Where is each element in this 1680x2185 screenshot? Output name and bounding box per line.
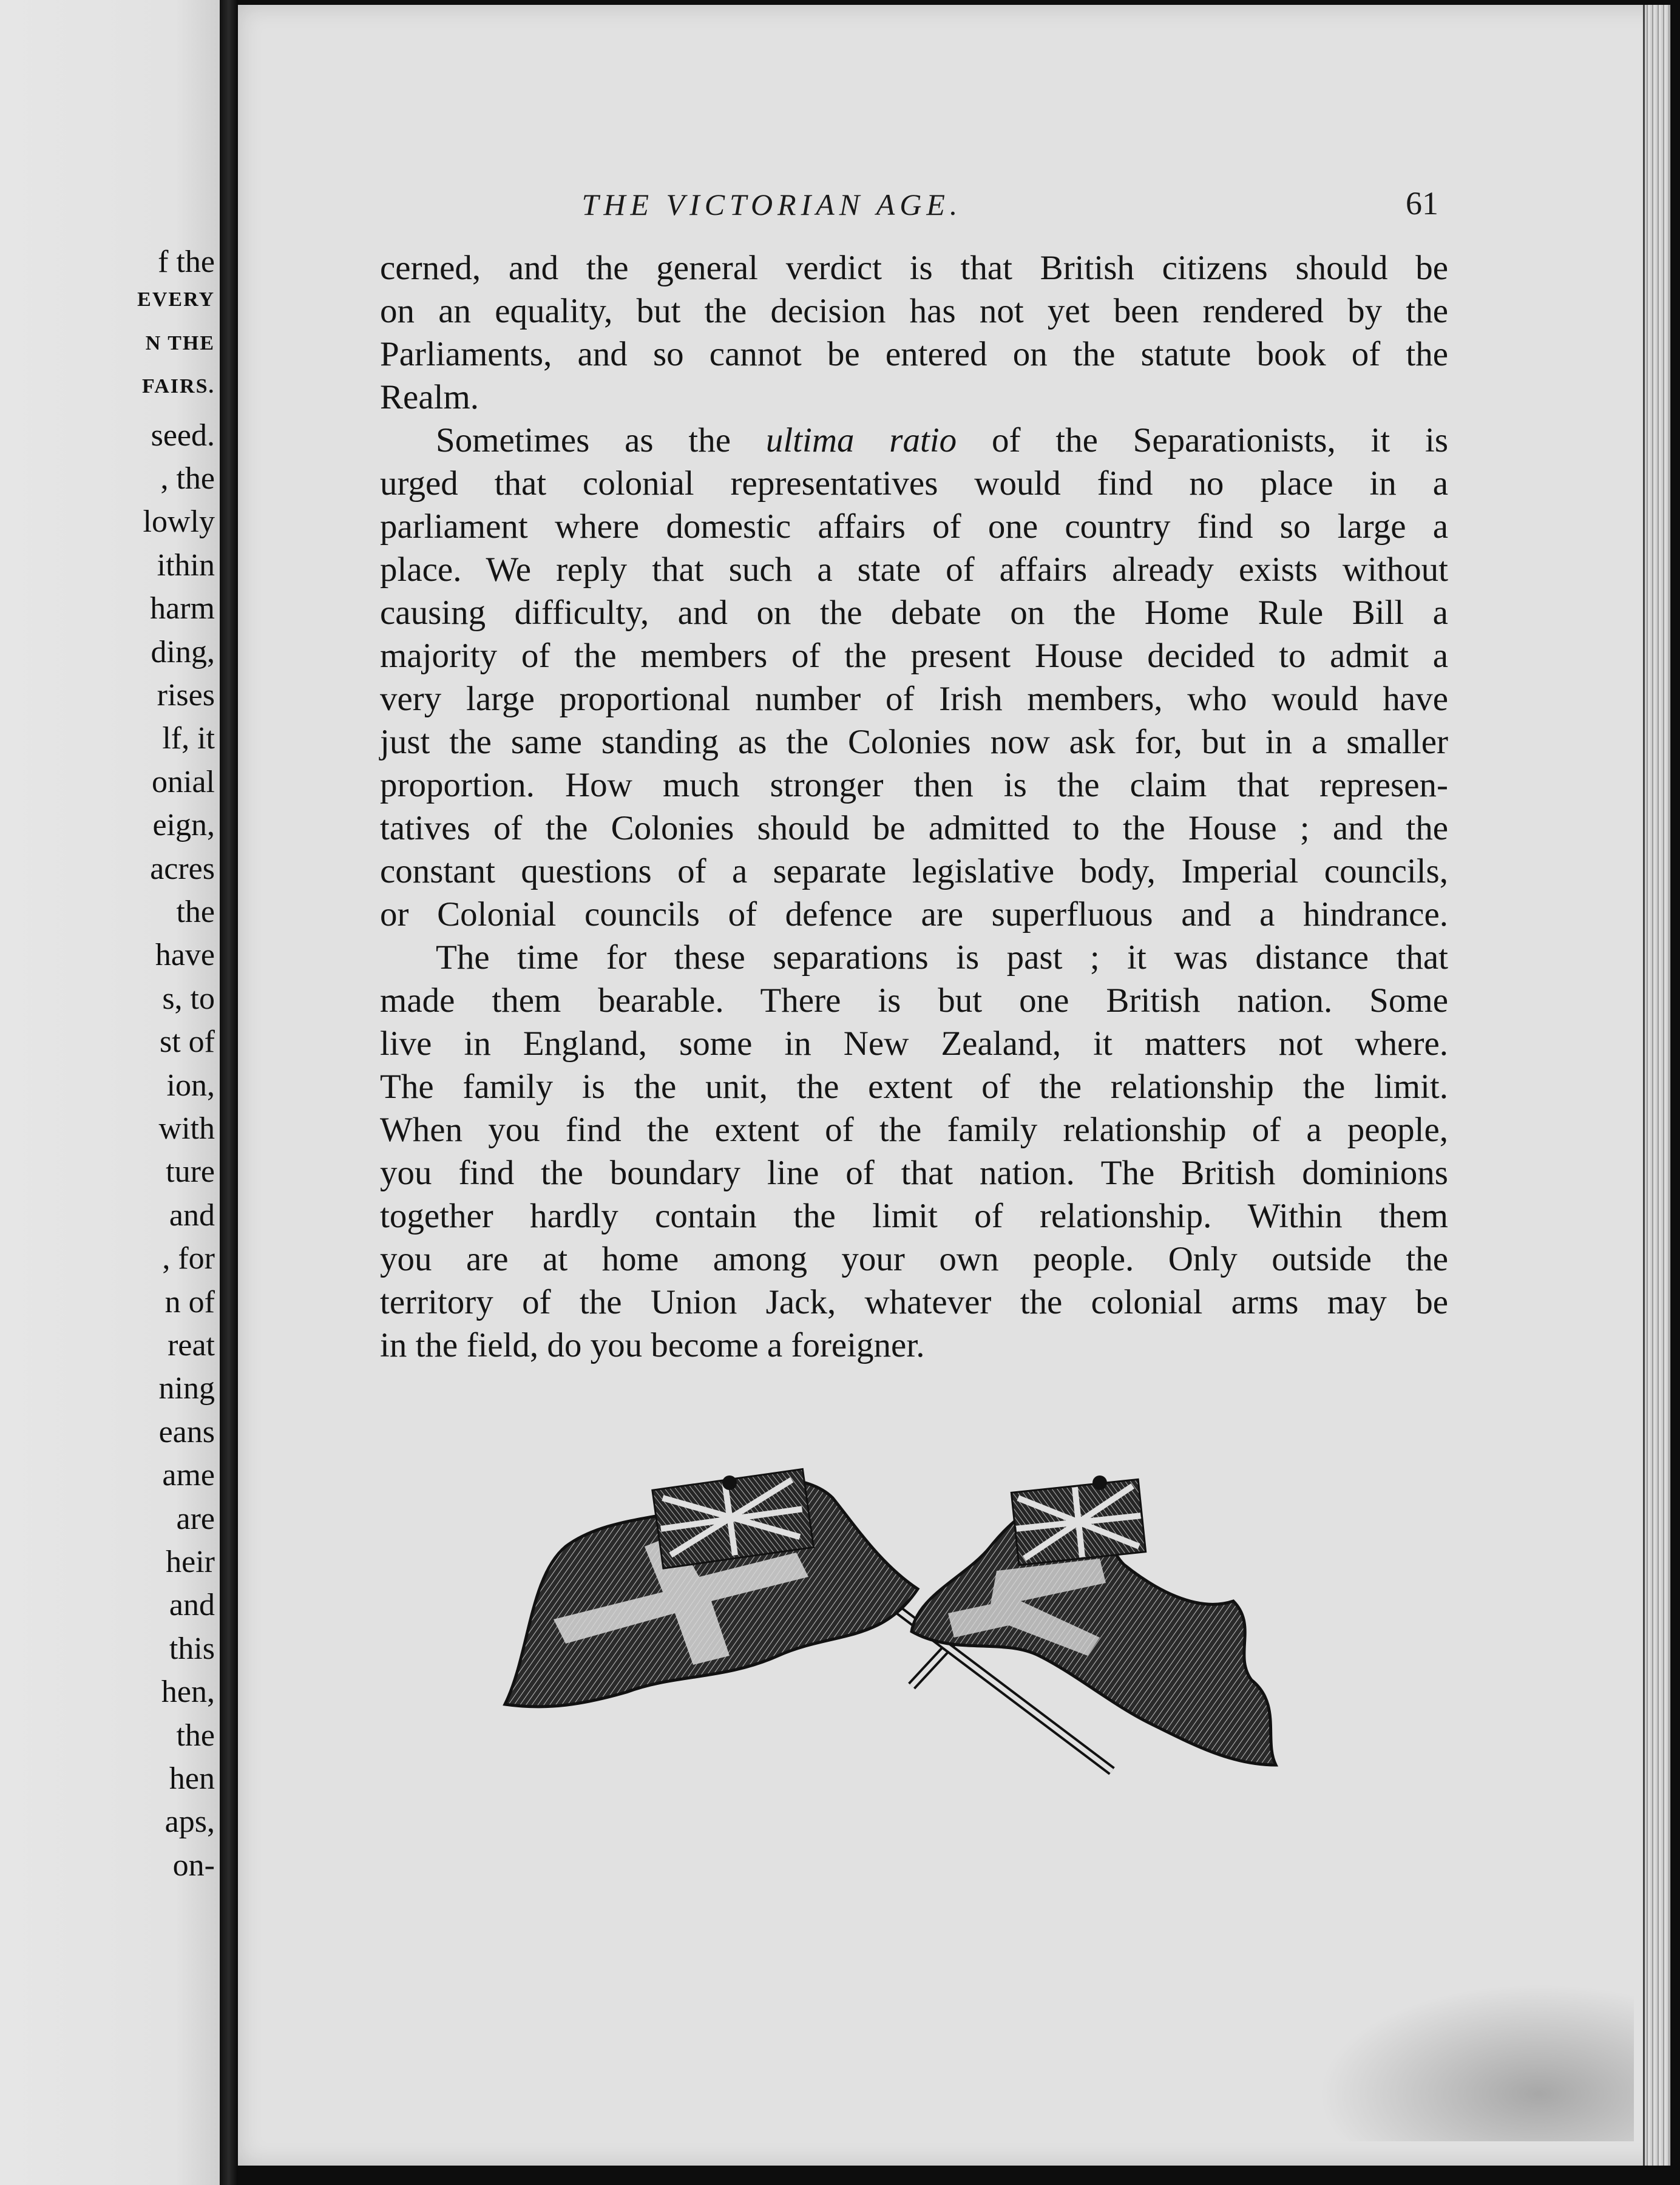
left-page-line: on- xyxy=(172,1848,215,1883)
left-page-line: rises xyxy=(157,678,215,713)
left-page-line: acres xyxy=(150,851,215,886)
left-page-line: ning xyxy=(158,1371,215,1406)
text-line: territory of the Union Jack, whatever the colonial arms may be xyxy=(380,1283,1448,1321)
text-line: constant questions of a separate legislative body, Imperial councils, xyxy=(380,852,1448,890)
text-line: Realm. xyxy=(380,378,479,416)
page-edge xyxy=(1643,5,1670,2166)
left-page-line: EVERY xyxy=(137,288,215,311)
book-page xyxy=(238,5,1670,2166)
left-page-line: are xyxy=(176,1501,215,1536)
text-line: cerned, and the general verdict is that British citizens should be xyxy=(380,249,1448,287)
left-page-line: aps, xyxy=(164,1804,215,1840)
text-segment: Sometimes as the xyxy=(436,421,766,459)
left-page-line: the xyxy=(176,895,215,929)
left-page-line: with xyxy=(158,1111,215,1146)
left-page-line: hen xyxy=(169,1761,215,1796)
crossed-flags-icon xyxy=(493,1455,1330,1783)
text-line: urged that colonial representatives would find no place in a xyxy=(380,464,1448,503)
left-page-line: ture xyxy=(166,1154,215,1190)
text-line: causing difficulty, and on the debate on the Home Rule Bill a xyxy=(380,594,1448,632)
text-line: parliament where domestic affairs of one country find so large a xyxy=(380,507,1448,546)
left-page-line: eans xyxy=(158,1414,215,1449)
left-page-line: this xyxy=(169,1631,215,1666)
left-page-line: heir xyxy=(166,1545,215,1579)
text-line: majority of the members of the present House decided to admit a xyxy=(380,637,1448,675)
left-page-line: eign, xyxy=(152,808,215,843)
left-page-line: st of xyxy=(160,1025,215,1060)
text-line: you find the boundary line of that nation. The British dominions xyxy=(380,1154,1448,1192)
body-text xyxy=(380,246,1448,1367)
running-head: THE VICTORIAN AGE. xyxy=(581,188,963,222)
italic-phrase: ultima ratio xyxy=(765,421,957,459)
text-line xyxy=(380,419,1448,462)
text-line: place. We reply that such a state of affairs already exists without xyxy=(380,550,1448,589)
text-segment: of the Separationists, it is xyxy=(957,421,1448,459)
left-page-line: onial xyxy=(152,764,215,799)
left-page-line: ame xyxy=(162,1458,215,1493)
left-page-line: have xyxy=(155,938,215,973)
text-line: made them bearable. There is but one British nation. Some xyxy=(380,981,1448,1020)
text-line: you are at home among your own people. Only outside the xyxy=(380,1240,1448,1278)
left-page-line: harm xyxy=(150,591,215,626)
text-line: Parliaments, and so cannot be entered on the statute book of the xyxy=(380,335,1448,373)
left-page-line: and xyxy=(169,1198,215,1233)
text-line: very large proportional number of Irish members, who would have xyxy=(380,680,1448,718)
text-line: together hardly contain the limit of relationship. Within them xyxy=(380,1197,1448,1235)
text-line: When you find the extent of the family relationship of a people, xyxy=(380,1111,1448,1149)
text-line: tatives of the Colonies should be admitted to the House ; and the xyxy=(380,809,1448,847)
text-line: on an equality, but the decision has not yet been rendered by the xyxy=(380,292,1448,330)
left-page-line: the xyxy=(176,1718,215,1753)
left-page-line: and xyxy=(169,1588,215,1623)
text-line: proportion. How much stronger then is the claim that represen- xyxy=(380,766,1448,804)
left-page-line: FAIRS. xyxy=(142,375,215,398)
left-page-line: ion, xyxy=(166,1068,215,1103)
left-page-line: ithin xyxy=(157,547,215,583)
left-page-line: , for xyxy=(162,1241,215,1276)
text-line: in the field, do you become a foreigner. xyxy=(380,1326,925,1364)
left-page-line: N THE xyxy=(145,331,215,354)
text-line: The time for these separations is past ; it was distance that xyxy=(436,938,1448,977)
left-page-line: seed. xyxy=(151,418,215,453)
left-page-line: n of xyxy=(164,1284,215,1319)
left-page-line: reat xyxy=(168,1328,215,1363)
page-number: 61 xyxy=(1406,185,1438,222)
text-line: or Colonial councils of defence are superfluous and a hindrance. xyxy=(380,895,1448,933)
left-page-line: f the xyxy=(158,245,215,279)
left-page-line: ding, xyxy=(151,634,215,669)
previous-page-strip xyxy=(0,0,220,2185)
left-page-line: s, to xyxy=(162,981,215,1016)
left-page-line: lf, it xyxy=(162,721,215,756)
left-page-line: , the xyxy=(160,461,215,496)
text-line: just the same standing as the Colonies now ask for, but in a smaller xyxy=(380,723,1448,761)
book-gutter xyxy=(220,0,238,2185)
paper-stain xyxy=(1318,1983,1634,2141)
text-line: The family is the unit, the extent of the relationship the limit. xyxy=(380,1068,1448,1106)
left-page-line: hen, xyxy=(161,1675,215,1710)
left-page-line: lowly xyxy=(143,504,215,540)
text-line: live in England, some in New Zealand, it matters not where. xyxy=(380,1025,1448,1063)
